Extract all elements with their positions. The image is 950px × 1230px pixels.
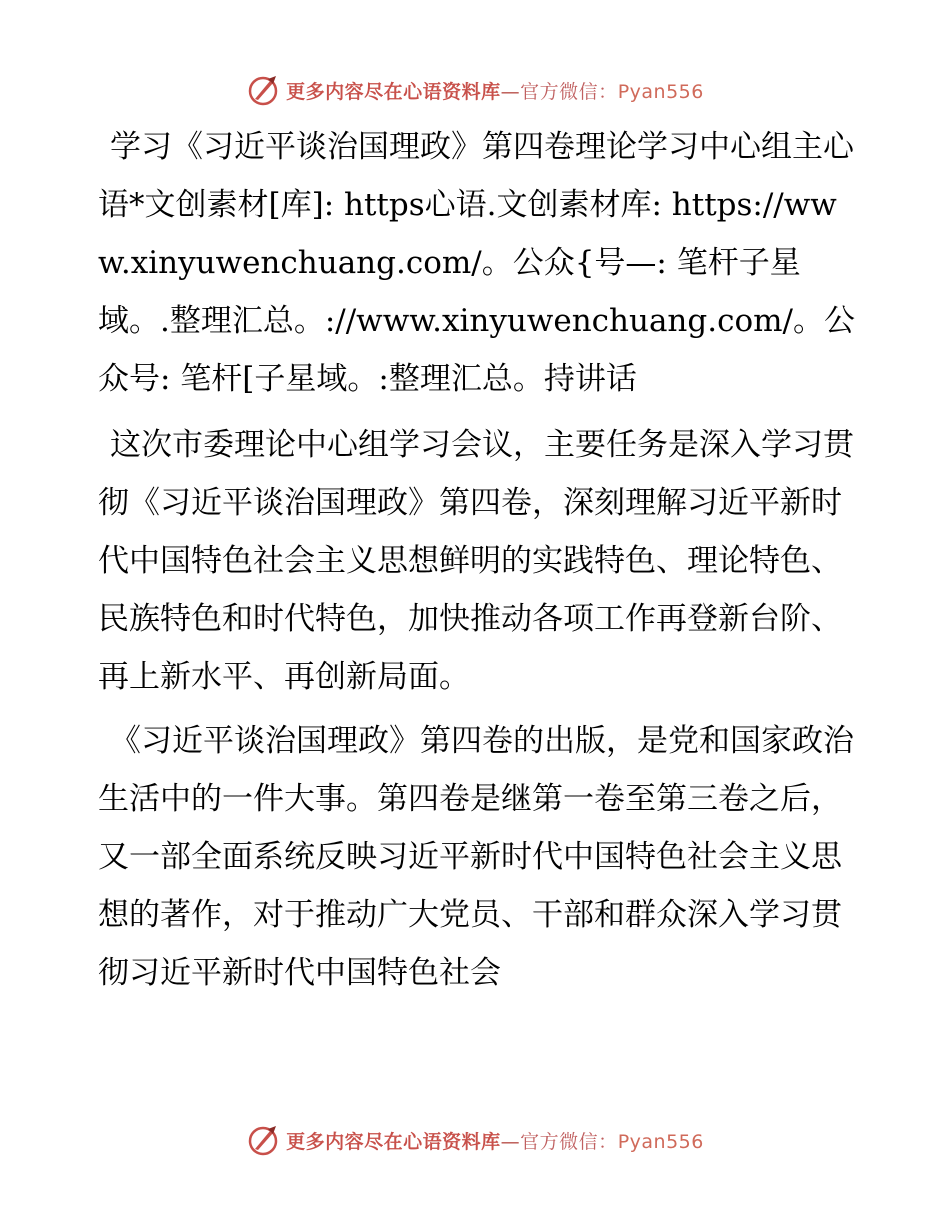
footer-watermark-banner [0, 1120, 950, 1160]
paragraph-significance: 《习近平谈治国理政》第四卷的出版，是党和国家政治生活中的一件大事。第四卷是继第一卷至第三卷之后，又一部全面系统反映习近平新时代中国特色社会主义思想的著作，对于推动广大党员、干部和群众深入学习贯彻习近平新时代中国特色社会 [98, 723, 854, 991]
banner-wechat-label: 官方微信： [520, 80, 618, 103]
paragraph-title: 学习《习近平谈治国理政》第四卷理论学习中心组主心语*文创素材[库]: https心语.文创素材库: https://www.xinyuwenchuang.com/。公众{号—: 笔杆子星域。.整理汇总。://www.xinyuwenchuang.com/。公众号: 笔杆[子星域。:整理汇总。持讲话 [98, 129, 855, 397]
banner-text [286, 1127, 704, 1154]
banner-separator: — [500, 1130, 521, 1153]
banner-main-text: 更多内容尽在心语资料库 [286, 1130, 501, 1153]
banner-separator: — [500, 80, 521, 103]
header-watermark-banner [0, 70, 950, 110]
banner-wechat-id: Pyan556 [617, 80, 704, 103]
banner-main-text: 更多内容尽在心语资料库 [286, 80, 501, 103]
quill-pen-icon [246, 1123, 280, 1157]
banner-text [286, 77, 704, 104]
banner-wechat-label: 官方微信： [520, 1130, 618, 1153]
quill-pen-icon [246, 73, 280, 107]
document-body [98, 118, 858, 1008]
banner-wechat-id: Pyan556 [617, 1130, 704, 1153]
paragraph-intro: 这次市委理论中心组学习会议，主要任务是深入学习贯彻《习近平谈治国理政》第四卷，深刻理解习近平新时代中国特色社会主义思想鲜明的实践特色、理论特色、民族特色和时代特色，加快推动各项工作再登新台阶、再上新水平、再创新局面。 [98, 427, 854, 695]
